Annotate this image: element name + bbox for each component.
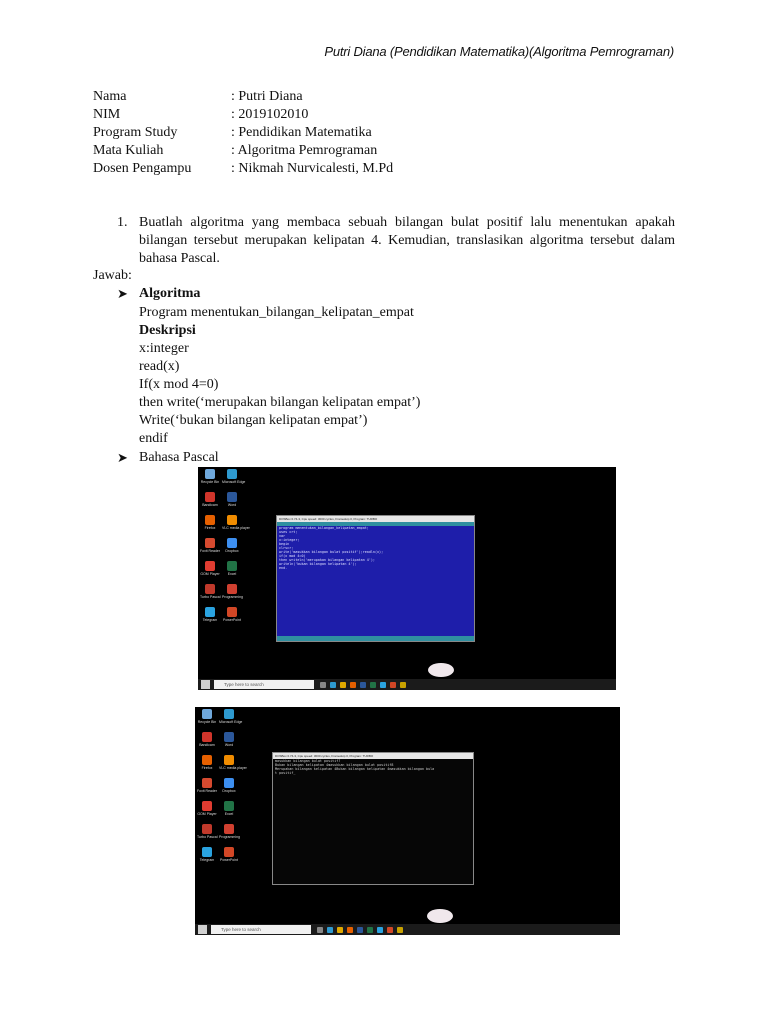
desktop-icon-label: Foxit Reader [200, 549, 221, 553]
desktop-app-icon[interactable] [200, 538, 220, 553]
app-icon [202, 732, 212, 742]
algorithm-line: read(x) [139, 359, 180, 374]
desktop-app-icon[interactable] [222, 607, 242, 622]
dosbox-editor-window [276, 515, 475, 642]
info-row [93, 106, 393, 124]
desktop-icon-label: Programming [222, 595, 244, 599]
taskbar [195, 924, 620, 935]
desktop-icon-label: Word [227, 503, 237, 507]
editor-statusbar [277, 636, 474, 641]
taskbar-search: Type here to search [214, 680, 314, 689]
desktop-icon-label: Firefox [201, 766, 213, 770]
app-icon [227, 561, 237, 571]
desktop-icon-label: GOM Player [200, 572, 220, 576]
desktop-icon-label: Excel [224, 812, 234, 816]
desktop-icon-label: Foxit Reader [197, 789, 218, 793]
arrow-bullet-icon: ➤ [117, 450, 128, 465]
arrow-bullet-icon: ➤ [117, 286, 128, 301]
desktop-icon-label: VLC media player [219, 766, 247, 770]
window-title: DOSBox 0.74-3, Cpu speed: 3000 cycles, Frameskip 0, Program: TURBO [273, 753, 473, 759]
desktop-app-icon[interactable] [200, 561, 220, 576]
answer-label: Jawab: [93, 268, 132, 283]
app-icon [224, 755, 234, 765]
question-text: Buatlah algoritma yang membaca sebuah bilangan bulat positif lalu menentukan apakah bilangan tersebut merupakan kelipatan 4. Kemudian, translasikan algoritma tersebut dalam bahasa Pascal. [139, 215, 675, 266]
info-row [93, 160, 393, 178]
app-icon [202, 709, 212, 719]
desktop-app-icon[interactable] [219, 732, 239, 747]
algorithm-body [139, 304, 420, 448]
page-header: Putri Diana (Pendidikan Matematika)(Algoritma Pemrograman) [324, 44, 674, 59]
taskbar-search: Type here to search [211, 925, 311, 934]
algorithm-line: Write(‘bukan bilangan kelipatan empat’) [139, 413, 368, 428]
desktop-app-icon[interactable] [222, 469, 246, 484]
desktop-app-icon[interactable] [219, 847, 239, 862]
desktop-icon-label: Excel [227, 572, 237, 576]
windows-start-icon [198, 925, 207, 934]
algorithm-line: x:integer [139, 341, 189, 356]
desktop-app-icon[interactable] [197, 778, 217, 793]
app-icon [202, 847, 212, 857]
app-icon [227, 515, 237, 525]
app-icon [202, 755, 212, 765]
app-icon [224, 824, 234, 834]
app-icon [202, 824, 212, 834]
student-info [93, 88, 393, 178]
desktop-icon-label: Microsoft Edge [219, 720, 243, 724]
app-icon [227, 492, 237, 502]
app-icon [205, 469, 215, 479]
desktop-icon-label: GOM Player [197, 812, 217, 816]
desktop-icon-label: Dropbox [222, 789, 236, 793]
desktop-icon-label: Recycle Bin [200, 480, 220, 484]
desktop-icon-label: Recycle Bin [197, 720, 217, 724]
app-icon [205, 561, 215, 571]
desktop-app-icon[interactable] [219, 801, 239, 816]
app-icon [205, 538, 215, 548]
app-icon [224, 801, 234, 811]
wallpaper-shape [427, 909, 453, 923]
pascal-code-line: write('masukkan bilangan bulat positif');readln(x); [279, 550, 384, 554]
pascal-code-line: x:integer; [279, 538, 300, 542]
taskbar-app-icons [317, 927, 403, 933]
pascal-code-line: end. [279, 566, 288, 570]
app-icon [205, 492, 215, 502]
app-icon [227, 584, 237, 594]
desktop-icon-label: Turbo Pascal [197, 835, 218, 839]
app-icon [224, 732, 234, 742]
desktop-app-icon[interactable] [197, 801, 217, 816]
terminal-output-line: masukkan bilangan bulat positif7 [275, 759, 341, 763]
desktop-icon-label: Firefox [204, 526, 216, 530]
app-icon [205, 584, 215, 594]
dosbox-output-window [272, 752, 474, 885]
app-icon [227, 469, 237, 479]
desktop-app-icon[interactable] [200, 607, 220, 622]
bullet-algoritma [117, 286, 200, 302]
desktop-icon-label: PowerPoint [220, 858, 238, 862]
wallpaper-shape [428, 663, 454, 677]
desktop-app-icon[interactable] [200, 492, 220, 507]
desktop-app-icon[interactable] [222, 584, 242, 599]
info-label: Nama [93, 89, 127, 104]
info-label: NIM [93, 107, 121, 122]
pascal-code-line: if(x mod 4=0) [279, 554, 306, 558]
info-row [93, 88, 393, 106]
desktop-icon-label: Programming [219, 835, 241, 839]
pascal-code-line: var [279, 534, 286, 538]
desktop-icon-label: Bandicam [199, 743, 215, 747]
taskbar [198, 679, 616, 690]
desktop-icon-label: Turbo Pascal [200, 595, 221, 599]
desktop-icon-label: Dropbox [225, 549, 239, 553]
taskbar-app-icons [320, 682, 406, 688]
algorithm-line: endif [139, 431, 168, 446]
app-icon [205, 607, 215, 617]
app-icon [205, 515, 215, 525]
app-icon [227, 538, 237, 548]
desktop-app-icon[interactable] [222, 492, 242, 507]
desktop-app-icon[interactable] [219, 824, 239, 839]
terminal-output-line: Merupakan bilangan kelipatan 4Bukan bilangan kelipatan 4masukkan bilangan bula [275, 767, 435, 771]
desktop-app-icon[interactable] [219, 778, 239, 793]
desktop-icon-label: Bandicam [202, 503, 218, 507]
desktop-app-icon[interactable] [200, 515, 220, 530]
desktop-app-icon[interactable] [200, 584, 220, 599]
desktop-app-icon[interactable] [219, 709, 243, 724]
info-value: : 2019102010 [231, 107, 309, 122]
desktop-app-icon[interactable] [222, 515, 250, 530]
algorithm-line: then write(‘merupakan bilangan kelipatan empat’) [139, 395, 421, 410]
app-icon [202, 778, 212, 788]
desktop-app-icon[interactable] [219, 755, 247, 770]
desktop-icon-label: Telegram [202, 618, 218, 622]
pascal-code-line: writeln('bukan bilangan kelipatan 4'); [279, 562, 357, 566]
desktop-app-icon[interactable] [222, 538, 242, 553]
desktop-app-icon[interactable] [197, 755, 217, 770]
window-title: DOSBox 0.74-3, Cpu speed: 3000 cycles, Frameskip 0, Program: TURBO [277, 516, 474, 522]
screenshot-editor [198, 467, 616, 690]
app-icon [227, 607, 237, 617]
info-value: : Pendidikan Matematika [231, 125, 372, 140]
info-label: Program Study [93, 125, 178, 140]
pascal-code-line: then writeln('merupakan bilangan kelipatan 4'); [279, 558, 375, 562]
info-row [93, 142, 393, 160]
desktop-icon-label: PowerPoint [223, 618, 241, 622]
desktop-app-icon[interactable] [197, 847, 217, 862]
app-icon [224, 709, 234, 719]
info-row [93, 124, 393, 142]
question-number: 1. [117, 215, 128, 230]
bullet-pascal-label: Bahasa Pascal [139, 450, 219, 465]
pascal-code-line: clrscr; [279, 546, 294, 550]
desktop-icon-label: Word [224, 743, 234, 747]
app-icon [202, 801, 212, 811]
desktop-icon-label: VLC media player [222, 526, 250, 530]
bullet-pascal [117, 450, 219, 466]
algorithm-line: If(x mod 4=0) [139, 377, 219, 392]
terminal-output-line: Bukan bilangan kelipatan 4masukkan bilangan bulat positif8 [275, 763, 394, 767]
app-icon [224, 847, 234, 857]
windows-start-icon [201, 680, 210, 689]
bullet-algoritma-label: Algoritma [139, 286, 201, 301]
program-line: Program menentukan_bilangan_kelipatan_empat [139, 305, 414, 320]
pascal-code-line: begin [279, 542, 290, 546]
info-label: Mata Kuliah [93, 143, 164, 158]
screenshot-output [195, 707, 620, 935]
pascal-code-line: program menentukan_bilangan_kelipatan_empat; [279, 526, 369, 530]
desktop-app-icon[interactable] [197, 824, 217, 839]
terminal-output-line: t positif_ [275, 771, 296, 775]
question-1 [117, 214, 675, 268]
pascal-code-line: uses crt; [279, 530, 298, 534]
info-value: : Algoritma Pemrograman [231, 143, 378, 158]
desktop-app-icon[interactable] [200, 469, 220, 484]
desktop-icon-label: Microsoft Edge [222, 480, 246, 484]
info-value: : Nikmah Nurvicalesti, M.Pd [231, 161, 394, 176]
desktop-app-icon[interactable] [222, 561, 242, 576]
info-value: : Putri Diana [231, 89, 303, 104]
desktop-app-icon[interactable] [197, 709, 217, 724]
app-icon [224, 778, 234, 788]
deskripsi-heading: Deskripsi [139, 323, 196, 338]
desktop-icon-label: Telegram [199, 858, 215, 862]
desktop-app-icon[interactable] [197, 732, 217, 747]
info-label: Dosen Pengampu [93, 161, 192, 176]
